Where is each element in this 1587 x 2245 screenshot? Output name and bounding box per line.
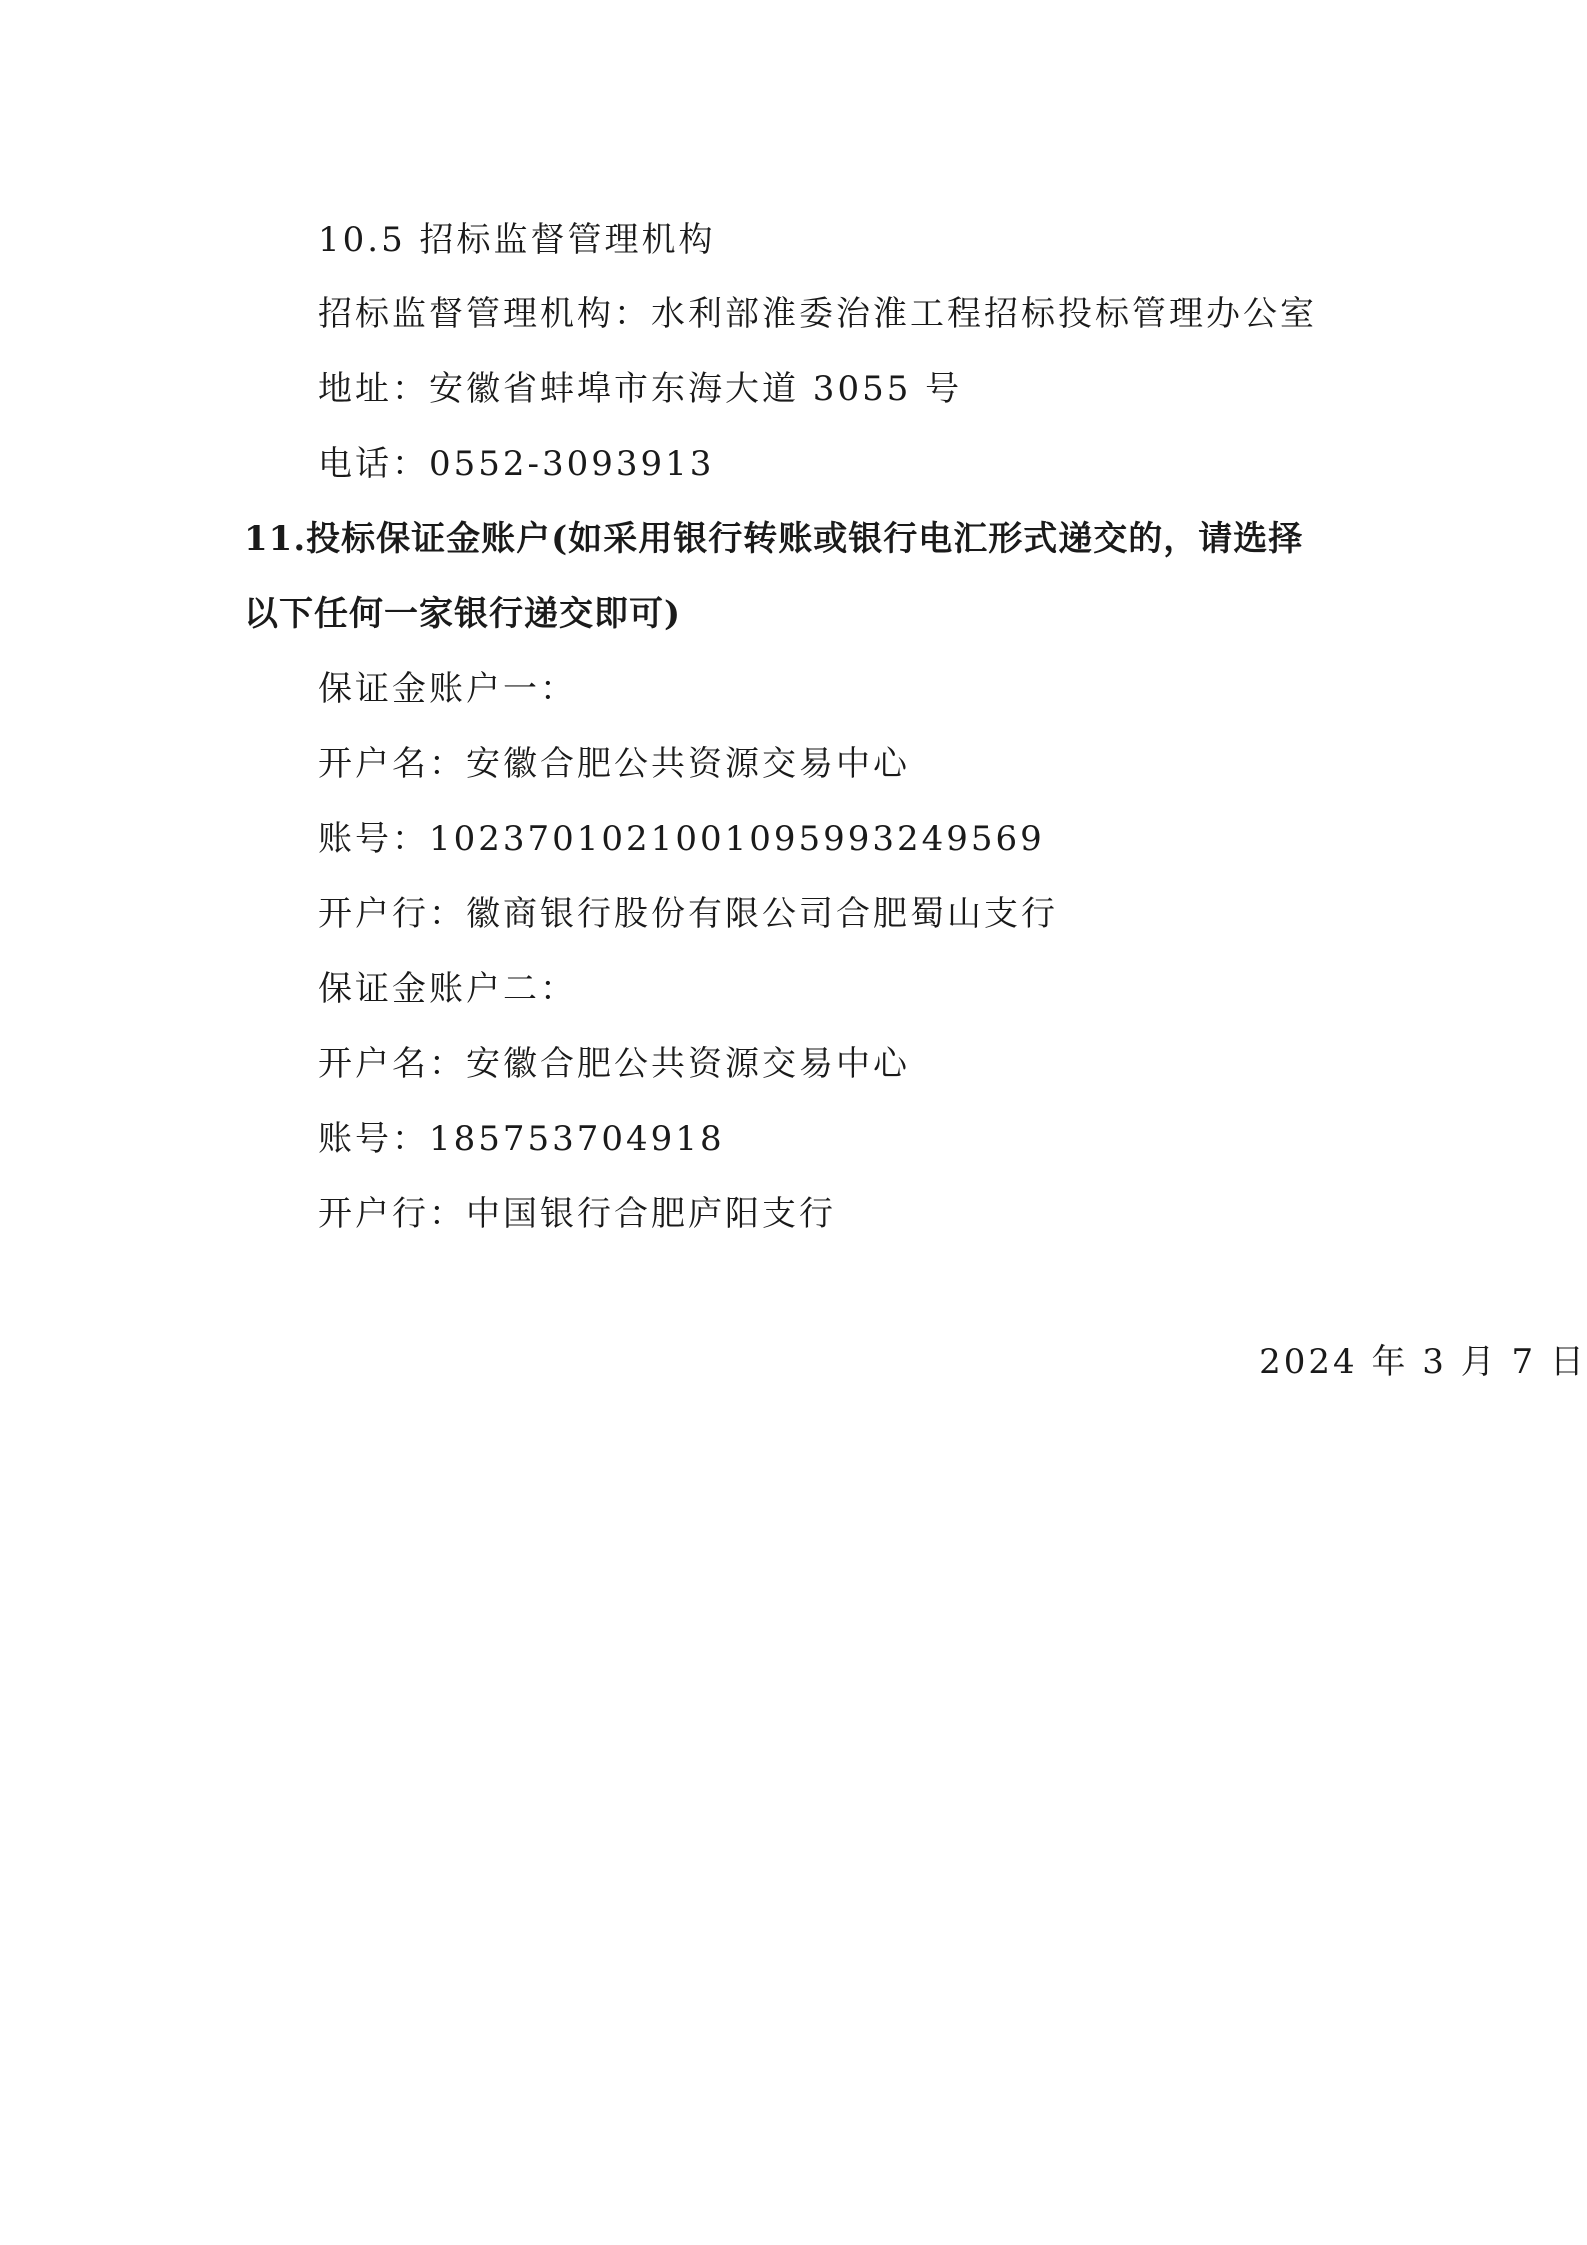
document-date: 2024 年 3 月 7 日	[1259, 1342, 1587, 1382]
account-2-number: 账号：185753704918	[318, 1119, 725, 1159]
account-1-title: 保证金账户一：	[318, 669, 577, 709]
supervision-agency: 招标监督管理机构：水利部淮委治淮工程招标投标管理办公室	[318, 294, 1317, 334]
account-1-number: 账号：102370102100109599324956​9	[318, 819, 1045, 859]
section-11-heading-line1: 11.投标保证金账户(如采用银行转账或银行电汇形式递交的，请选择	[244, 519, 1304, 559]
account-1-holder: 开户名：安徽合肥公共资源交易中心	[318, 744, 910, 784]
account-2-bank: 开户行：中国银行合肥庐阳支行	[318, 1194, 836, 1234]
agency-phone: 电话：0552-3093913	[318, 444, 715, 484]
section-11-heading-line2: 以下任何一家银行递交即可)	[244, 594, 682, 634]
account-2-title: 保证金账户二：	[318, 969, 577, 1009]
agency-address: 地址：安徽省蚌埠市东海大道 3055 号	[318, 369, 963, 409]
section-10-5-heading: 10.5 招标监督管理机构	[318, 220, 716, 260]
account-2-holder: 开户名：安徽合肥公共资源交易中心	[318, 1044, 910, 1084]
account-1-bank: 开户行：徽商银行股份有限公司合肥蜀山支行	[318, 894, 1058, 934]
